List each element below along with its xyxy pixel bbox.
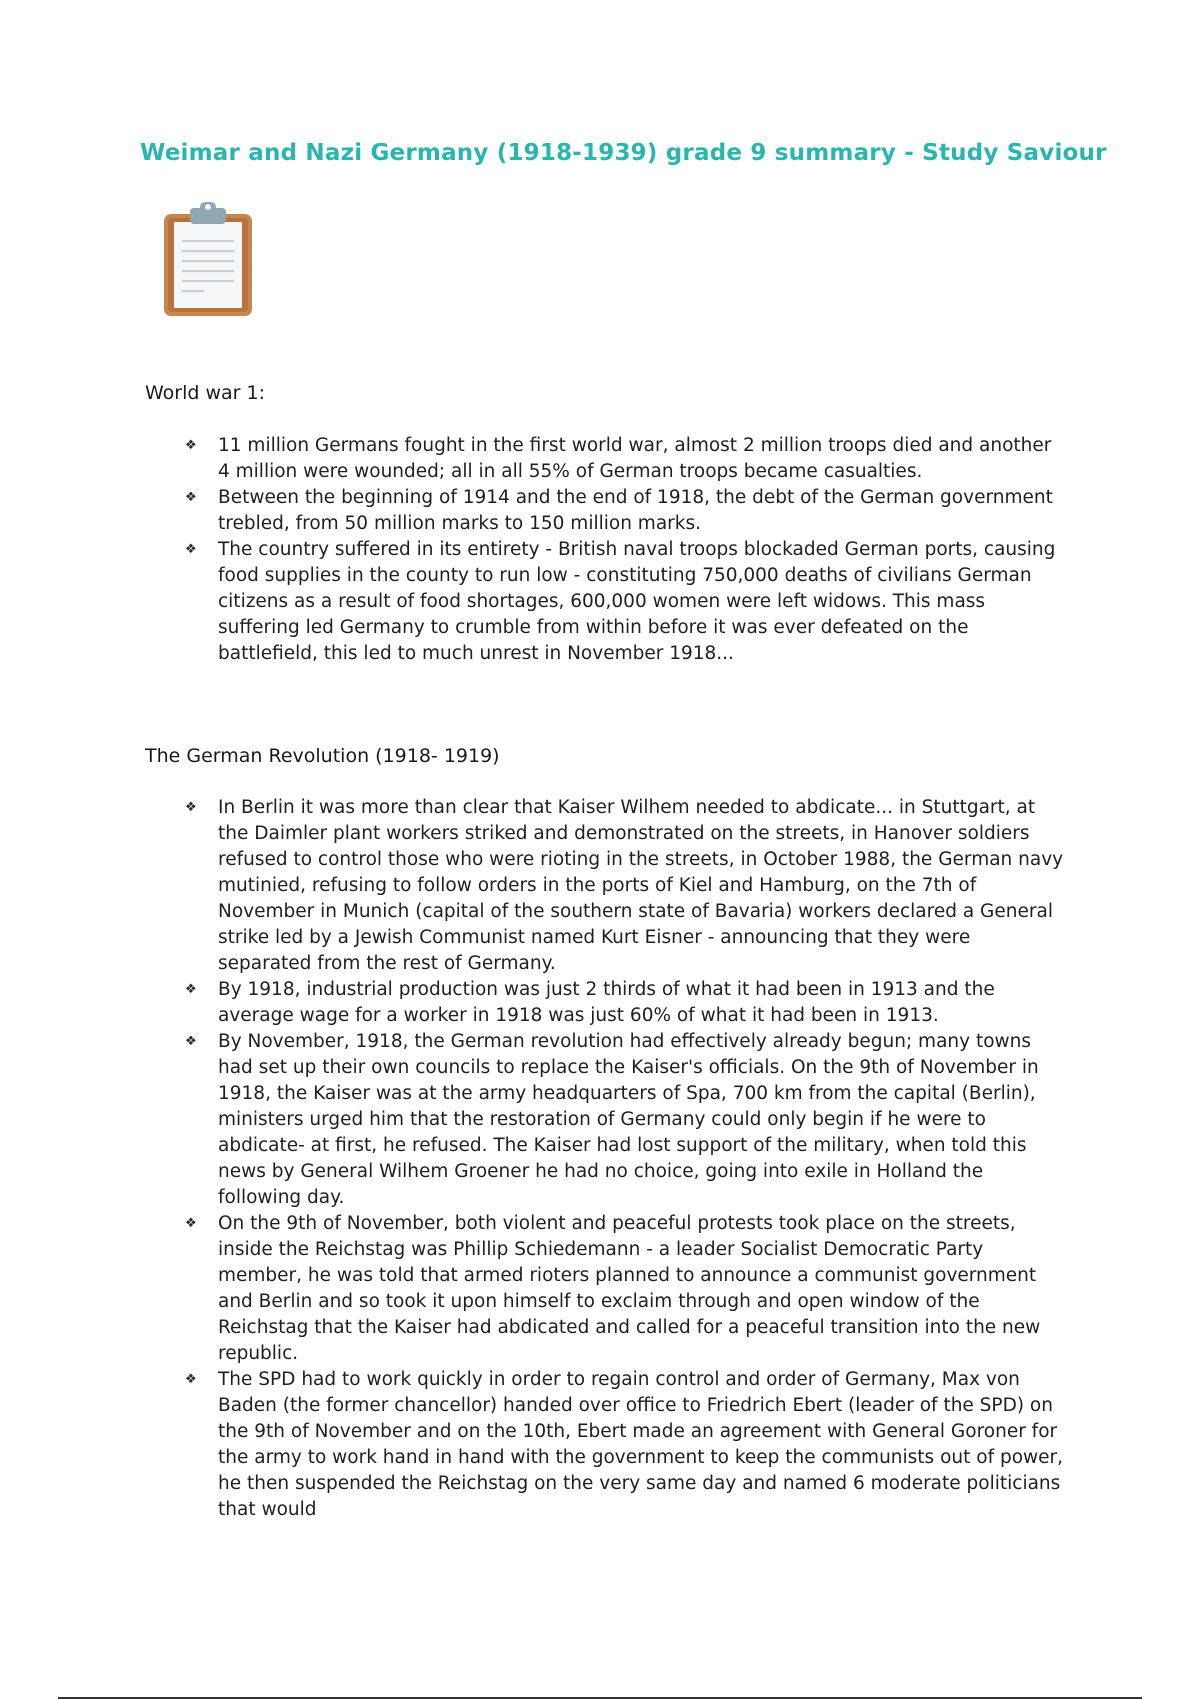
list-item xyxy=(185,1029,1065,1211)
clipboard-icon xyxy=(162,200,254,318)
list-item xyxy=(185,537,1065,667)
document-title: Weimar and Nazi Germany (1918-1939) grade 9 summary - Study Saviour xyxy=(140,140,1107,166)
bullet-list xyxy=(185,433,1065,667)
section-heading: The German Revolution (1918- 1919) xyxy=(145,745,500,767)
list-item xyxy=(185,795,1065,977)
list-item-text: The SPD had to work quickly in order to regain control and order of Germany, Max von Baden (the former chancellor) handed over office to Friedrich Ebert (leader of the SPD) on the 9th of November and on the 10th, Ebert made an agreement with General Goroner for the army to work hand in hand with the government to keep the communists out of power, he then suspended the Reichstag on the very same day and named 6 moderate politicians that would xyxy=(218,1369,1064,1520)
list-item-text: The country suffered in its entirety - British naval troops blockaded German ports, causing food supplies in the county to run low - constituting 750,000 deaths of civilians German citizens as a result of food shortages, 600,000 women were left widows. This mass suffering led Germany to crumble from within before it was ever defeated on the battlefield, this led to much unrest in November 1918... xyxy=(218,539,1056,664)
list-item xyxy=(185,977,1065,1029)
footer-divider xyxy=(58,1697,1142,1699)
list-item-text: Between the beginning of 1914 and the end of 1918, the debt of the German government trebled, from 50 million marks to 150 million marks. xyxy=(218,487,1053,534)
diamond-bullet-icon: ❖ xyxy=(185,542,197,557)
list-item-text: In Berlin it was more than clear that Kaiser Wilhem needed to abdicate... in Stuttgart, at the Daimler plant workers striked and demonstrated on the streets, in Hanover soldiers refused to control those who were rioting in the streets, in October 1988, the German navy mutinied, refusing to follow orders in the ports of Kiel and Hamburg, on the 7th of November in Munich (capital of the southern state of Bavaria) workers declared a General strike led by a Jewish Communist named Kurt Eisner - announcing that they were separated from the rest of Germany. xyxy=(218,797,1064,974)
list-item-text: 11 million Germans fought in the first world war, almost 2 million troops died and another 4 million were wounded; all in all 55% of German troops became casualties. xyxy=(218,435,1052,482)
diamond-bullet-icon: ❖ xyxy=(185,438,197,453)
bullet-list xyxy=(185,795,1065,1523)
diamond-bullet-icon: ❖ xyxy=(185,1372,197,1387)
list-item xyxy=(185,433,1065,485)
list-item-text: On the 9th of November, both violent and peaceful protests took place on the streets, inside the Reichstag was Phillip Schiedemann - a leader Socialist Democratic Party member, he was told that armed rioters planned to announce a communist government and Berlin and so took it upon himself to exclaim through and open window of the Reichstag that the Kaiser had abdicated and called for a peaceful transition into the new republic. xyxy=(218,1213,1041,1364)
diamond-bullet-icon: ❖ xyxy=(185,982,197,997)
diamond-bullet-icon: ❖ xyxy=(185,1034,197,1049)
diamond-bullet-icon: ❖ xyxy=(185,800,197,815)
list-item xyxy=(185,1211,1065,1367)
section-heading: World war 1: xyxy=(145,382,266,404)
list-item-text: By November, 1918, the German revolution had effectively already begun; many towns had set up their own councils to replace the Kaiser's officials. On the 9th of November in 1918, the Kaiser was at the army headquarters of Spa, 700 km from the capital (Berlin), ministers urged him that the restoration of Germany could only begin if he were to abdicate- at first, he refused. The Kaiser had lost support of the military, when told this news by General Wilhem Groener he had no choice, going into exile in Holland the following day. xyxy=(218,1031,1039,1208)
list-item xyxy=(185,1367,1065,1523)
list-item xyxy=(185,485,1065,537)
list-item-text: By 1918, industrial production was just 2 thirds of what it had been in 1913 and the average wage for a worker in 1918 was just 60% of what it had been in 1913. xyxy=(218,979,995,1026)
diamond-bullet-icon: ❖ xyxy=(185,1216,197,1231)
diamond-bullet-icon: ❖ xyxy=(185,490,197,505)
